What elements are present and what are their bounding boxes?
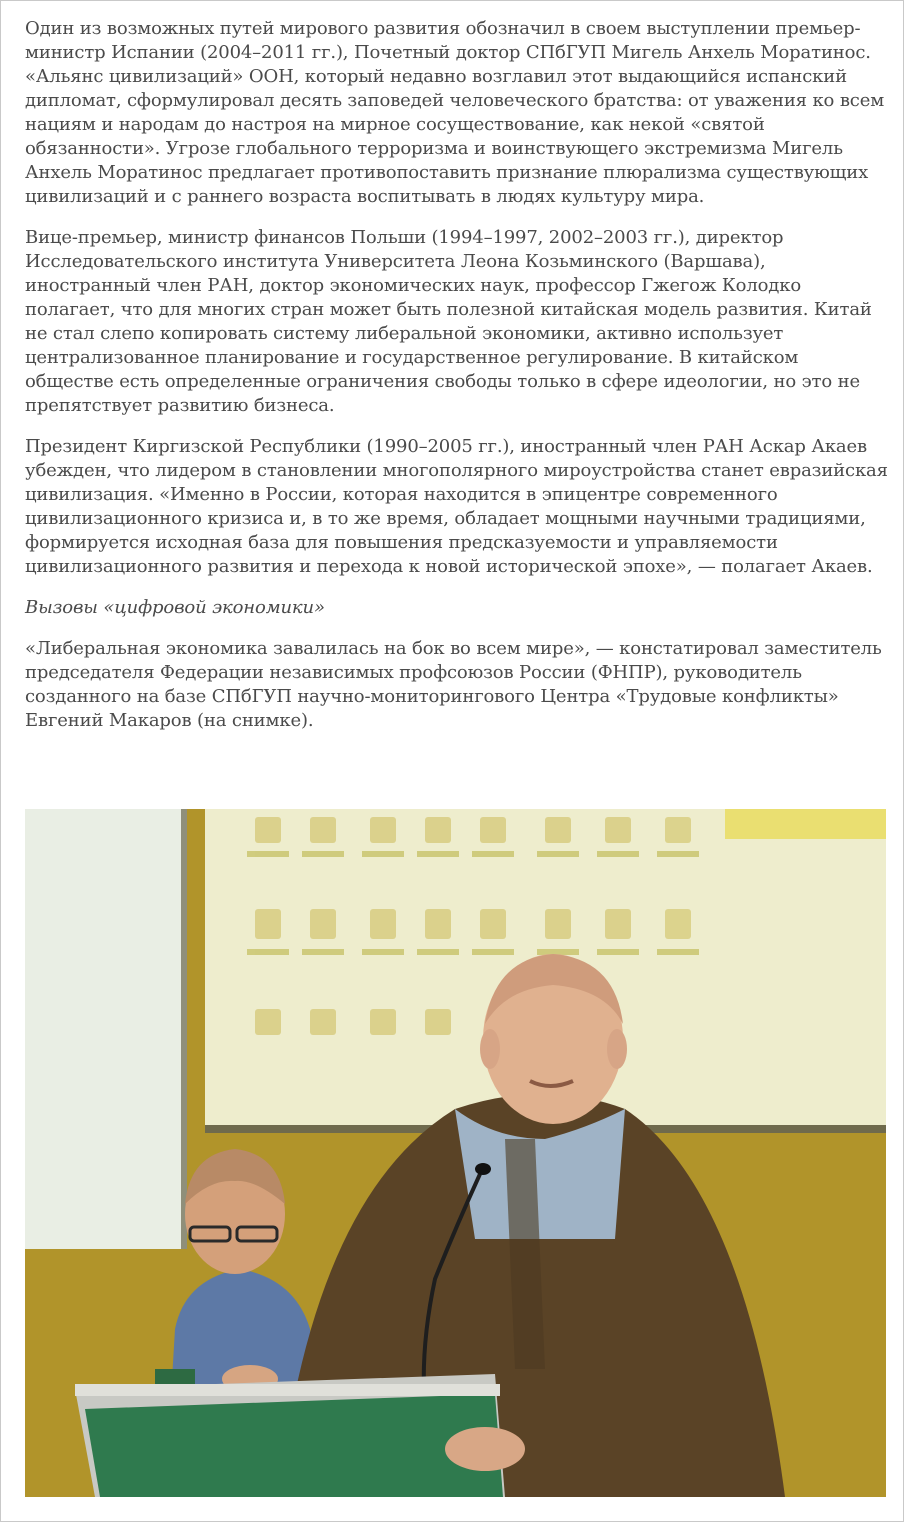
article-body	[25, 17, 891, 750]
article-paragraph-1: Один из возможных путей мирового развития обозначил в своем выступлении премьер-министр Испании (2004–2011 гг.), Почетный доктор СПбГУП Мигель Анхель Моратинос. «Альянс цивилизаций» ООН, который недавно возглавил этот выдающийся испанский дипломат, сформулировал десять заповедей человеческого братства: от уважения ко всем нациям и народам до настроя на мирное сосуществование, как некой «святой обязанности». Угрозе глобального терроризма и воинствующего экстремизма Мигель Анхель Моратинос предлагает противопоставить признание плюрализма существующих цивилизаций и с раннего возраста воспитывать в людях культуру мира.	[25, 18, 885, 207]
speaker-photo	[25, 809, 886, 1497]
speaker-photo-illustration	[25, 809, 886, 1497]
section-subheading: Вызовы «цифровой экономики»	[25, 597, 325, 618]
article-paragraph-2: Вице-премьер, министр финансов Польши (1994–1997, 2002–2003 гг.), директор Исследовательского института Университета Леона Козьминского (Варшава), иностранный член РАН, доктор экономических наук, профессор Гжегож Колодко полагает, что для многих стран может быть полезной китайская модель развития. Китай не стал слепо копировать систему либеральной экономики, активно использует централизованное планирование и государственное регулирование. В китайском обществе есть определенные ограничения свободы только в сфере идеологии, но это не препятствует развитию бизнеса.	[25, 227, 872, 416]
article-paragraph-3: Президент Киргизской Республики (1990–2005 гг.), иностранный член РАН Аскар Акаев убежден, что лидером в становлении многополярного мироустройства станет евразийская цивилизация. «Именно в России, которая находится в эпицентре современного цивилизационного кризиса и, в то же время, обладает мощными научными традициями, формируется исходная база для повышения предсказуемости и управляемости цивилизационного развития и перехода к новой исторической эпохе», — полагает Акаев.	[25, 436, 888, 577]
article-paragraph-4: «Либеральная экономика завалилась на бок во всем мире», — констатировал заместитель председателя Федерации независимых профсоюзов России (ФНПР), руководитель созданного на базе СПбГУП научно-мониторингового Центра «Трудовые конфликты» Евгений Макаров (на снимке).	[25, 638, 882, 731]
